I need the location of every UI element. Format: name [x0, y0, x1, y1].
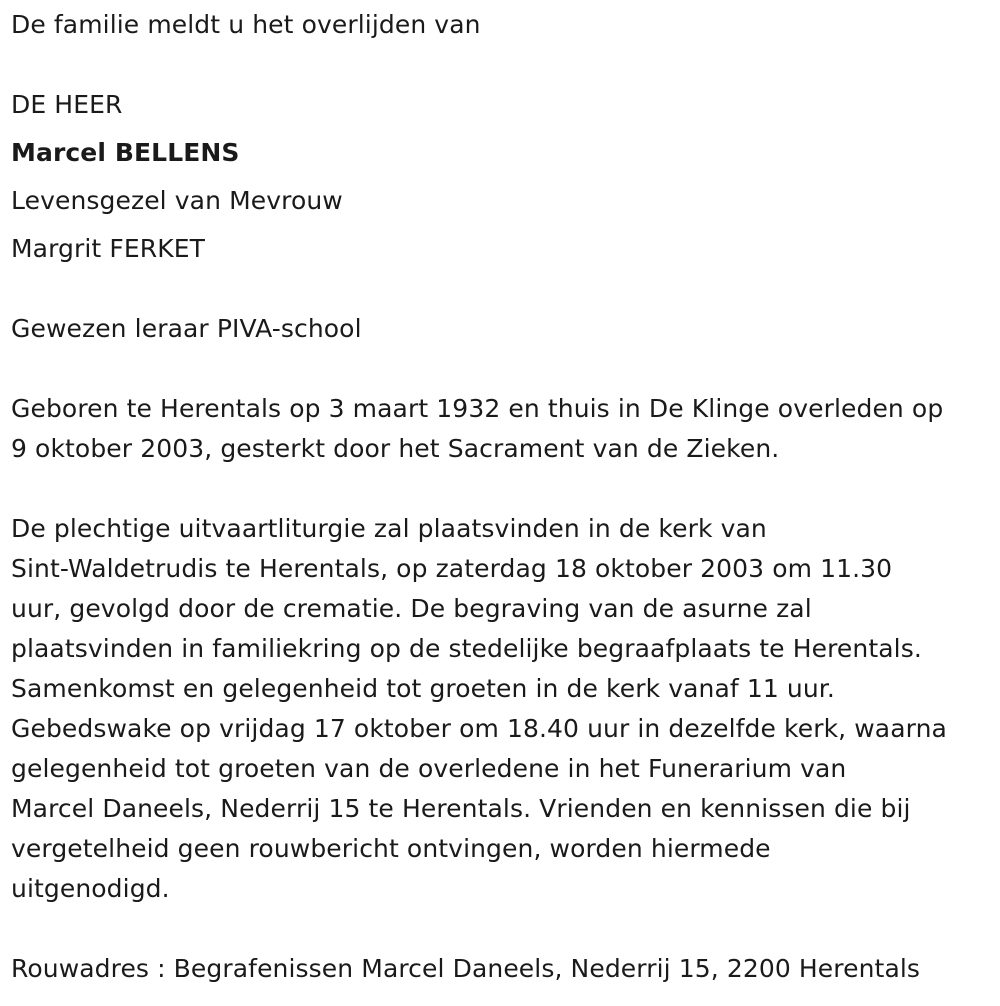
intro-text: De familie meldt u het overlijden van: [11, 10, 481, 39]
occupation: Gewezen leraar PIVA-school: [11, 314, 362, 343]
funeral-paragraph: De plechtige uitvaartliturgie zal plaatsvinden in de kerk van Sint-Waldetrudis te Herentals, op zaterdag 18 oktober 2003 om 11.30 uur, gevolgd door de crematie. De begraving van de asurne zal plaatsvinden in familiekring op de stedelijke begraafplaats te Herentals. Samenkomst en gelegenheid tot groeten in de kerk vanaf 11 uur. Gebedswake op vrijdag 17 oktober om 18.40 uur in dezelfde kerk, waarna gelegenheid tot groeten van de overledene in het Funerarium van Marcel Daneels, Nederrij 15 te Herentals. Vrienden en kennissen die bij vergetelheid geen rouwbericht ontvingen, worden hiermede uitgenodigd.: [11, 514, 947, 903]
honorific: DE HEER: [11, 90, 123, 119]
deceased-name: Marcel BELLENS: [11, 138, 240, 167]
relation-line-2: Margrit FERKET: [11, 234, 205, 263]
relation-line-1: Levensgezel van Mevrouw: [11, 186, 343, 215]
mourning-address: Rouwadres : Begrafenissen Marcel Daneels, Nederrij 15, 2200 Herentals: [11, 954, 921, 983]
birth-death-paragraph: Geboren te Herentals op 3 maart 1932 en thuis in De Klinge overleden op 9 oktober 2003, gesterkt door het Sacrament van de Zieken.: [11, 394, 944, 463]
